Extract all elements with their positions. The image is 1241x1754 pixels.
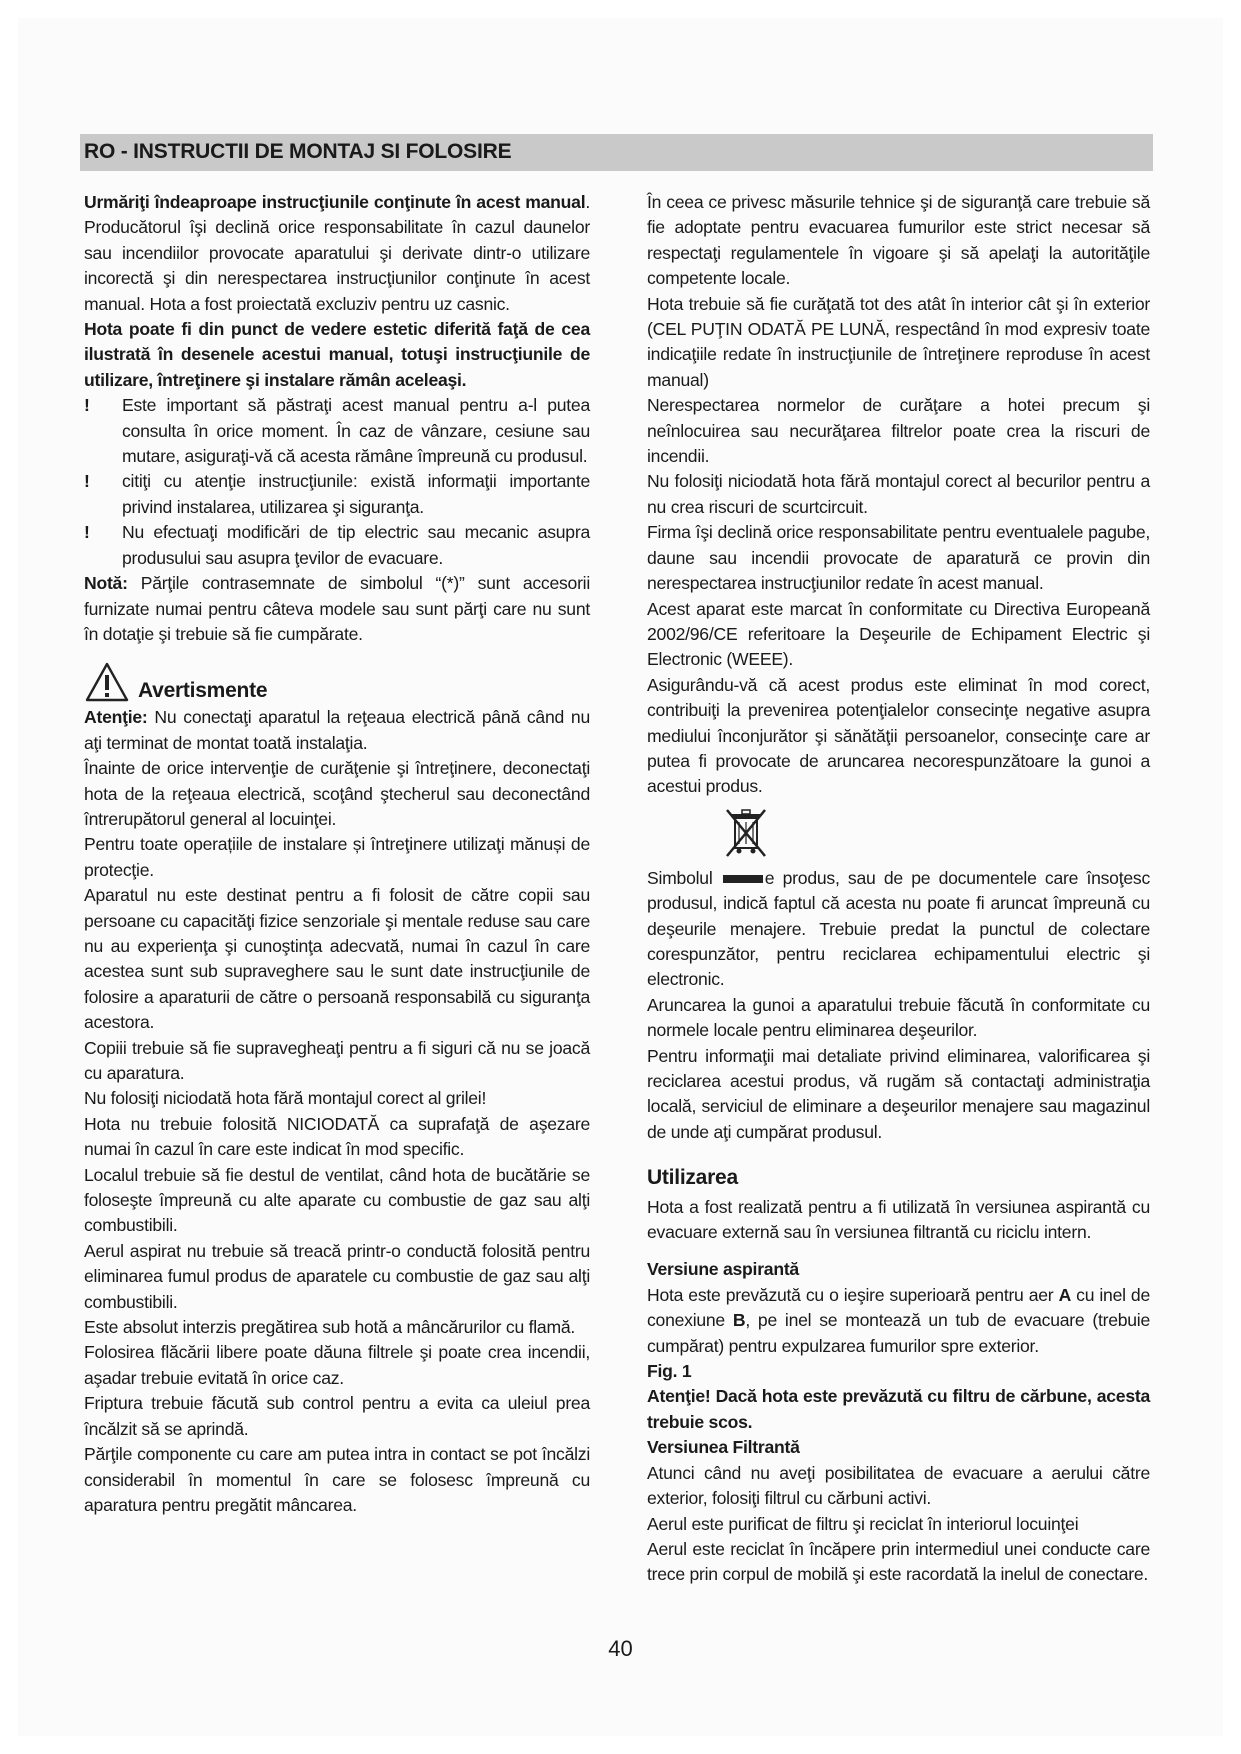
aspirating-text: Hota este prevăzută cu o ieşire superioară pentru aer bbox=[647, 1284, 1059, 1305]
attention-label: Atenţie: bbox=[84, 707, 148, 728]
warning-paragraph: Este absolut interzis pregătirea sub hotă a mâncărurilor cu flamă. bbox=[84, 1317, 576, 1338]
black-bar-mark bbox=[723, 875, 763, 883]
note-paragraph bbox=[84, 571, 590, 647]
intro-paragraph bbox=[84, 190, 590, 317]
warning-paragraph: Aparatul nu este destinat pentru a fi folosit de către copii sau persoane cu capacităţi fizice senzoriale şi mentale reduse sau care nu au experienţa şi cunoştinţa adecvată, numai în cazul în care acestea sunt sub supraveghere sau le sunt date instrucţiunile de folosire a aparaturii de către o persoană responsabilă cu siguranţa acestora. bbox=[84, 885, 590, 1033]
warning-paragraph: Nu folosiţi niciodată hota fără montajul corect al grilei! bbox=[84, 1088, 487, 1109]
intro-bold: Urmăriţi îndeaproape instrucţiunile conţinute în acest manual bbox=[84, 192, 586, 212]
symbol-paragraph bbox=[647, 866, 1150, 993]
filter-paragraph: Aerul este purificat de filtru şi reciclat în interiorul locuinţei bbox=[647, 1513, 1079, 1534]
note-label: Notă: bbox=[84, 573, 128, 594]
figure-label: Fig. 1 bbox=[647, 1361, 692, 1382]
warning-paragraph: Localul trebuie să fie destul de ventilat, când hota de bucătărie se foloseşte împreună cu alte aparate cu combustie de gaz sau alţi combustibili. bbox=[84, 1164, 590, 1236]
info-paragraph: Nerespectarea normelor de curăţare a hotei precum şi neînlocuirea sau necurăţarea filtrelor poate crea la riscuri de incendii. bbox=[647, 395, 1150, 467]
crossed-bin-icon bbox=[723, 806, 769, 860]
warning-paragraph: Pentru toate operațiile de instalare și întreţinere utilizaţi mănuși de protecţie. bbox=[84, 834, 590, 880]
aspirating-text: cu inel de conexiune bbox=[647, 1284, 1150, 1331]
warning-triangle-icon bbox=[84, 661, 130, 703]
warnings-heading bbox=[84, 661, 590, 703]
info-paragraph: Hota trebuie să fie curăţată tot des atât în interior cât şi în exterior (CEL PUŢIN ODATĂ PE LUNĂ, respectând în mod expresiv toate indicaţiile redate în instrucţiunile de întreţinere reproduse în acest manual) bbox=[647, 293, 1150, 390]
carbon-filter-warning: Atenţie! Dacă hota este prevăzută cu filtru de cărbune, acesta trebuie scos. bbox=[647, 1386, 1150, 1432]
weee-symbol-wrap bbox=[647, 806, 1150, 866]
warning-paragraph: Părţile componente cu care am putea intra in contact se pot încălzi considerabil în momentul în care se folosesc împreună cu aparatura pentru pregătit mâncarea. bbox=[84, 1444, 590, 1515]
filter-paragraph: Atunci când nu aveţi posibilitatea de evacuare a aerului către exterior, folosiţi filtrul cu cărbuni activi. bbox=[647, 1462, 1150, 1509]
warning-paragraph: Înainte de orice intervenţie de curăţenie şi întreţinere, deconectaţi hota de la reţeaua electrică, scoţând ştecherul sau deconectând întrerupătorul general al locuinţei. bbox=[84, 758, 590, 829]
warning-paragraph: Folosirea flăcării libere poate dăuna filtrele şi poate crea incendii, aşadar trebuie evitată în orice caz. bbox=[84, 1342, 590, 1388]
filter-title: Versiunea Filtrantă bbox=[647, 1437, 800, 1458]
symbol-after: e produs, sau de pe documentele care însoţesc produsul, indică faptul că acesta nu poate fi aruncat împreună cu deşeurile menajere. Trebuie predat la punctul de colectare corespunzător, pentru reciclarea echipamentului electric şi electronic. bbox=[647, 867, 1150, 990]
exclamation-mark: ! bbox=[84, 471, 90, 492]
warning-paragraph: Copiii trebuie să fie supravegheaţi pentru a fi siguri că nu se joacă cu aparatura. bbox=[84, 1037, 590, 1083]
aspirating-paragraph bbox=[647, 1283, 1150, 1359]
info-paragraph: Aruncarea la gunoi a aparatului trebuie făcută în conformitate cu normele locale pentru eliminarea deşeurilor. bbox=[647, 994, 1150, 1041]
info-paragraph: Pentru informaţii mai detaliate privind eliminarea, valorificarea şi reciclarea acestui produs, vă rugăm să contactaţi administraţia locală, serviciul de eliminare a deşeurilor menajere sau magazinul de unde aţi cumpărat produsul. bbox=[647, 1045, 1150, 1142]
bullet-item bbox=[84, 469, 590, 520]
label-a: A bbox=[1058, 1284, 1072, 1305]
info-paragraph: Firma îşi declină orice responsabilitate pentru eventualele pagube, daune sau incendii provocate de aparatură ce provin din nerespectarea instrucţiunilor redate în acest manual. bbox=[647, 522, 1150, 594]
attention-text: Nu conectaţi aparatul la reţeaua electrică până când nu aţi terminat de montat toată instalaţia. bbox=[84, 707, 590, 753]
info-paragraph: Acest aparat este marcat în conformitate cu Directiva Europeană 2002/96/CE referitoare la Deşeurile de Echipament Electric şi Electronic (WEEE). bbox=[647, 598, 1150, 670]
usage-paragraph: Hota a fost realizată pentru a fi utilizată în versiunea aspirantă cu evacuare externă sau în versiunea filtrantă cu riciclu intern. bbox=[647, 1196, 1150, 1243]
intro-rest: . Producătorul îşi declină orice responsabilitate în cazul daunelor sau incendiilor provocate aparatului şi derivate dintr-o utilizare incorectă şi din nerespectarea instrucţiunilor conţinute în acest manual. Hota a fost proiectată excluziv pentru uz casnic. bbox=[84, 192, 590, 314]
info-paragraph: În ceea ce privesc măsurile tehnice şi de siguranţă care trebuie să fie adoptate pentru evacuarea fumurilor este strict necesar să respectaţi regulamentele în vigoare şi să apelaţi la autorităţile competente locale. bbox=[647, 192, 1150, 289]
bullet-text: Este important să păstraţi acest manual pentru a-l putea consulta în orice moment. În caz de vânzare, cesiune sau mutare, asiguraţi-vă că acesta rămâne împreună cu produsul. bbox=[122, 395, 590, 467]
page-title: RO - INSTRUCTII DE MONTAJ SI FOLOSIRE bbox=[84, 140, 512, 163]
aspirating-title: Versiune aspirantă bbox=[647, 1259, 799, 1280]
filter-paragraph: Aerul este reciclat în încăpere prin intermediul unei conducte care trece prin corpul de mobilă şi este racordată la inelul de conectare. bbox=[647, 1538, 1150, 1585]
label-b: B bbox=[732, 1310, 746, 1331]
warning-paragraph: Friptura trebuie făcută sub control pentru a evita ca uleiul prea încălzit să se aprindă. bbox=[84, 1393, 590, 1439]
symbol-before: Simbolul bbox=[647, 867, 721, 888]
info-paragraph: Nu folosiţi niciodată hota fără montajul corect al becurilor pentru a nu crea riscuri de scurtcircuit. bbox=[647, 471, 1150, 517]
page-number: 40 bbox=[608, 1636, 633, 1661]
bullet-item bbox=[84, 393, 590, 469]
bullet-text: citiţi cu atenţie instrucţiunile: există informaţii importante privind instalarea, utilizarea şi siguranţa. bbox=[122, 471, 590, 517]
exclamation-mark: ! bbox=[84, 395, 90, 416]
warning-paragraph: Aerul aspirat nu trebuie să treacă printr-o conductă folosită pentru eliminarea fumul produs de aparatele cu combustie de gaz sau alţi combustibili. bbox=[84, 1240, 590, 1312]
warning-paragraph: Hota nu trebuie folosită NICIODATĂ ca suprafaţă de aşezare numai în cazul în care este indicat în mod specific. bbox=[84, 1113, 590, 1160]
attention-paragraph bbox=[84, 705, 590, 756]
left-column bbox=[84, 190, 590, 1518]
aspirating-text: , pe inel se montează un tub de evacuare (trebuie cumpărat) pentru expulzarea fumurilor spre exterior. bbox=[647, 1310, 1150, 1356]
bullet-text: Nu efectuaţi modificări de tip electric sau mecanic asupra produsului sau asupra ţevilor de evacuare. bbox=[122, 522, 590, 568]
warnings-title: Avertismente bbox=[138, 678, 268, 702]
bullet-item bbox=[84, 520, 590, 571]
info-paragraph: Asigurându-vă că acest produs este eliminat în mod corect, contribuiţi la prevenirea potenţialelor consecinţe negative asupra mediului înconjurător şi sănătăţii persoanelor, consecinţe care ar putea fi provocate de aruncarea necorespunzătoare la gunoi a acestui produs. bbox=[647, 674, 1150, 797]
exclamation-mark: ! bbox=[84, 522, 90, 543]
design-notice: Hota poate fi din punct de vedere estetic diferită faţă de cea ilustrată în desenele acestui manual, totuşi instrucţiunile de utilizare, întreţinere şi instalare rămân aceleaşi. bbox=[84, 319, 590, 390]
usage-title: Utilizarea bbox=[647, 1166, 738, 1190]
note-text: Părţile contrasemnate de simbolul “(*)” sunt accesorii furnizate numai pentru câteva modele sau sunt părţi care nu sunt în dotaţie şi trebuie să fie cumpărate. bbox=[84, 573, 590, 644]
right-column bbox=[647, 190, 1150, 1588]
